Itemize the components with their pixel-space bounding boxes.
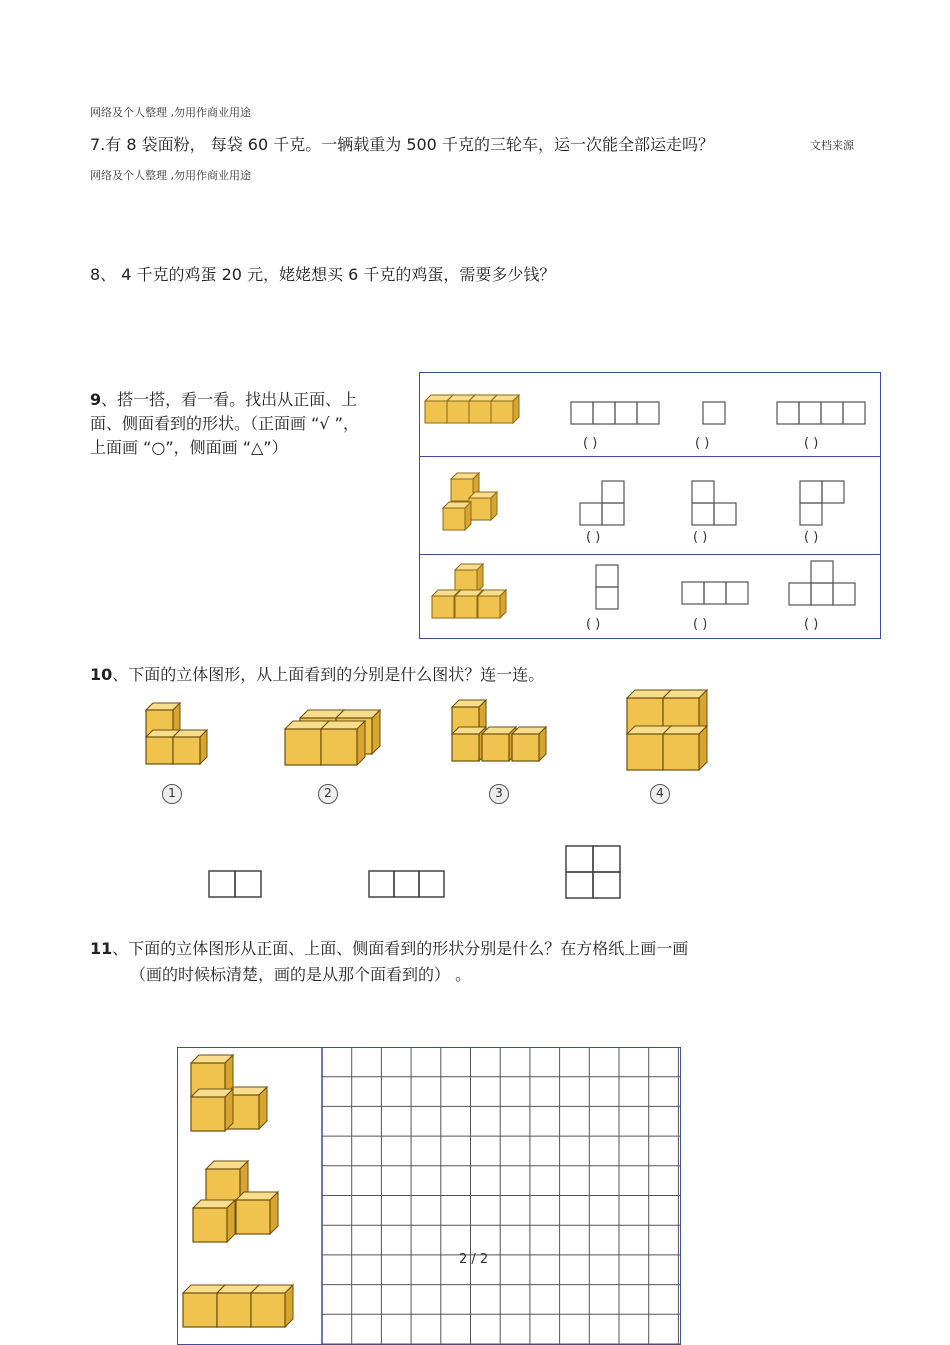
question-11-line2: （画的时候标清楚，画的是从那个面看到的） 。 — [130, 965, 472, 984]
question-11-line1: 、下面的立体图形从正面、上面、侧面看到的形状分别是什么？在方格纸上画一画 — [112, 939, 689, 958]
q10-label-1: 1 — [162, 784, 182, 804]
question-9-line3: 上面画 “○”，侧面画 “△”） — [90, 438, 288, 457]
source-note: 文档来源 — [810, 139, 854, 152]
watermark-top: 网络及个人整理 ,勿用作商业用途 — [90, 106, 251, 119]
q9-answer-blank[interactable]: ( ) — [804, 436, 819, 451]
page-number: 2 / 2 — [459, 1252, 489, 1267]
q11-shape-1 — [191, 1055, 267, 1131]
question-9-line1: 、搭一搭，看一看。找出从正面、上 — [101, 390, 358, 409]
question-10-text: 、下面的立体图形，从上面看到的分别是什么图状？连一连。 — [112, 665, 545, 684]
q9-answer-blank[interactable]: ( ) — [583, 436, 598, 451]
q11-shape-2 — [193, 1161, 278, 1242]
q11-grid-paper[interactable] — [322, 1047, 681, 1345]
question-11-number: 11 — [90, 939, 113, 958]
q10-label-2: 2 — [318, 784, 338, 804]
question-9-line2: 面、侧面看到的形状。（正面画 “√ ”， — [90, 414, 359, 433]
q9-answer-blank[interactable]: ( ) — [804, 530, 819, 545]
q11-shape-3 — [183, 1285, 293, 1327]
question-9-number: 9 — [90, 390, 102, 409]
q10-label-4: 4 — [650, 784, 670, 804]
q9-answer-blank[interactable]: ( ) — [693, 617, 708, 632]
q9-answer-blank[interactable]: ( ) — [586, 530, 601, 545]
q9-answer-blank[interactable]: ( ) — [586, 617, 601, 632]
q9-answer-blank[interactable]: ( ) — [804, 617, 819, 632]
question-7: 7.有 8 袋面粉， 每袋 60 千克。一辆载重为 500 千克的三轮车，运一次能全部运走吗？ — [90, 135, 714, 154]
q9-answer-blank[interactable]: ( ) — [695, 436, 710, 451]
watermark-mid: 网络及个人整理 ,勿用作商业用途 — [90, 169, 251, 182]
question-8: 8、 4 千克的鸡蛋 20 元，姥姥想买 6 千克的鸡蛋，需要多少钱？ — [90, 265, 556, 284]
question-10-number: 10 — [90, 665, 113, 684]
q9-answer-blank[interactable]: ( ) — [693, 530, 708, 545]
q10-label-3: 3 — [489, 784, 509, 804]
